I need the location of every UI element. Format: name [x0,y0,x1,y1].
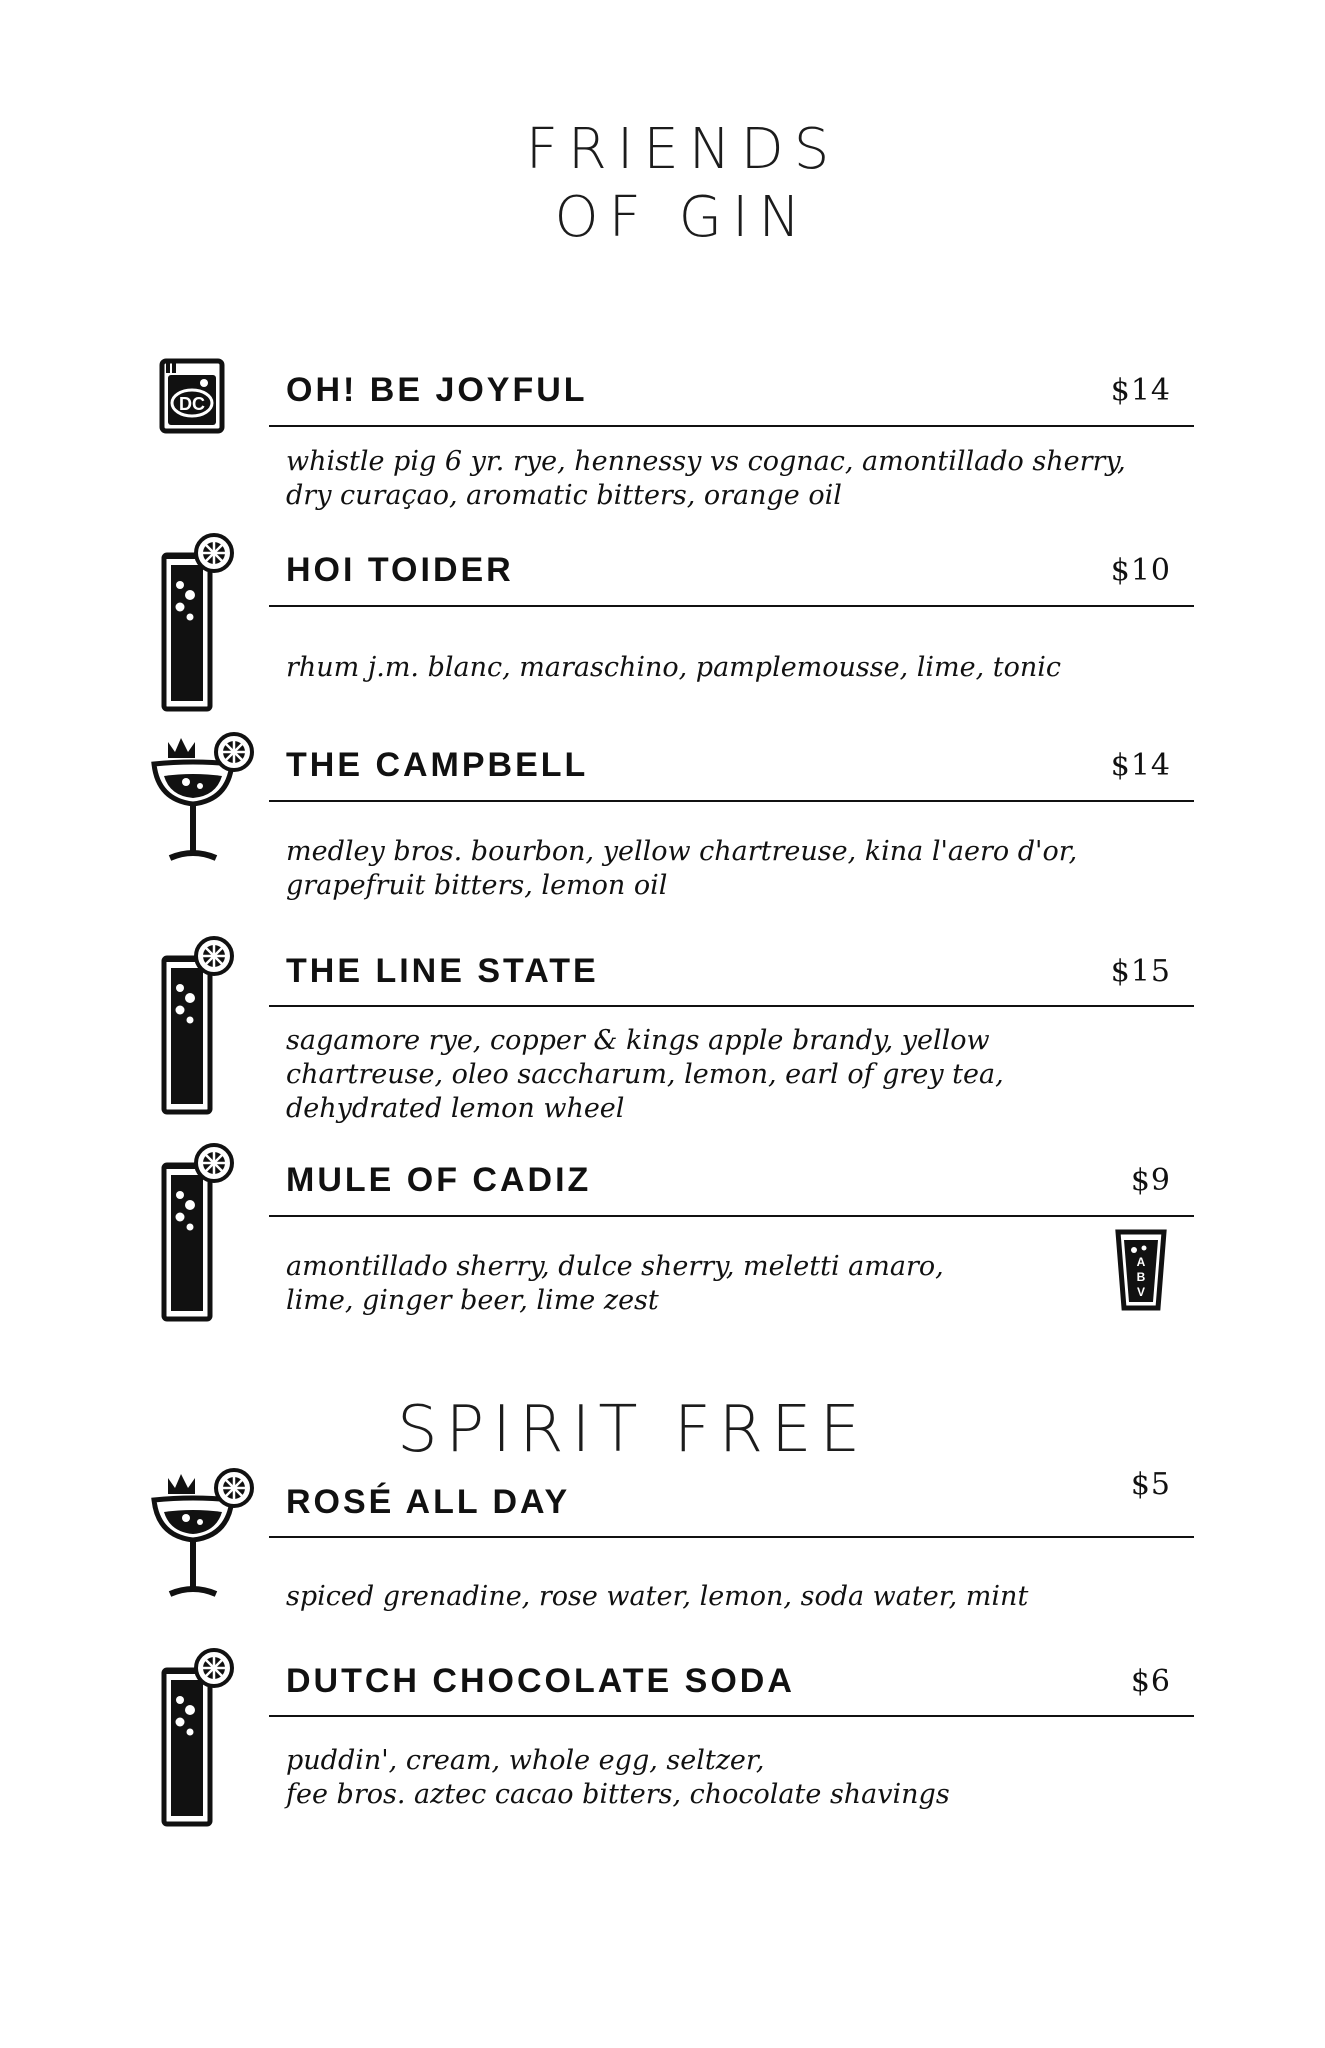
item-name: DUTCH CHOCOLATE SODA [286,1662,795,1700]
menu-title-line-1: FRIENDS [525,117,840,182]
svg-text:DC: DC [179,394,205,414]
item-description: sagamore rye, copper & kings apple brandy, yellow chartreuse, oleo saccharum, lemon, earl of grey tea, dehydrated lemon wheel [286,1025,1004,1124]
item-price: $6 [1130,1664,1171,1699]
item-name: HOI TOIDER [286,551,514,589]
item-name: ROSÉ ALL DAY [286,1483,571,1521]
item-name: OH! BE JOYFUL [286,371,588,409]
item-description: medley bros. bourbon, yellow chartreuse, kina l'aero d'or, grapefruit bitters, lemon oil [286,836,1078,901]
item-description: whistle pig 6 yr. rye, hennessy vs cognac, amontillado sherry, dry curaçao, aromatic bitters, orange oil [286,446,1126,511]
coupe-glass-icon [148,1466,256,1598]
item-name: THE CAMPBELL [286,746,589,784]
highball-glass-icon [158,533,240,715]
low-abv-glass-icon [1114,1228,1168,1312]
svg-text:B: B [1136,1270,1146,1284]
item-price: $9 [1130,1163,1171,1198]
highball-glass-icon [158,936,240,1118]
divider [269,605,1194,607]
divider [269,425,1194,427]
item-price: $10 [1110,553,1171,588]
item-description: amontillado sherry, dulce sherry, meletti amaro, lime, ginger beer, lime zest [286,1251,944,1316]
section-title-spirit-free: SPIRIT FREE [396,1393,869,1467]
svg-text:A: A [1136,1255,1146,1269]
item-price: $14 [1110,373,1171,408]
coupe-glass-icon [148,730,256,862]
divider [269,1715,1194,1717]
svg-text:V: V [1136,1285,1146,1299]
item-price: $15 [1110,954,1171,989]
divider [269,800,1194,802]
highball-glass-icon [158,1648,240,1830]
item-name: MULE OF CADIZ [286,1161,592,1199]
item-name: THE LINE STATE [286,952,599,990]
divider [269,1215,1194,1217]
highball-glass-icon [158,1143,240,1325]
item-description: rhum j.m. blanc, maraschino, pamplemousse, lime, tonic [286,652,1062,683]
menu-title-line-2: OF GIN [554,185,811,250]
rocks-glass-dc-icon [158,355,228,435]
item-description: spiced grenadine, rose water, lemon, soda water, mint [286,1581,1029,1612]
item-price: $5 [1130,1467,1171,1502]
divider [269,1005,1194,1007]
item-description: puddin', cream, whole egg, seltzer, fee bros. aztec cacao bitters, chocolate shavings [286,1745,950,1810]
divider [269,1536,1194,1538]
item-price: $14 [1110,748,1171,783]
